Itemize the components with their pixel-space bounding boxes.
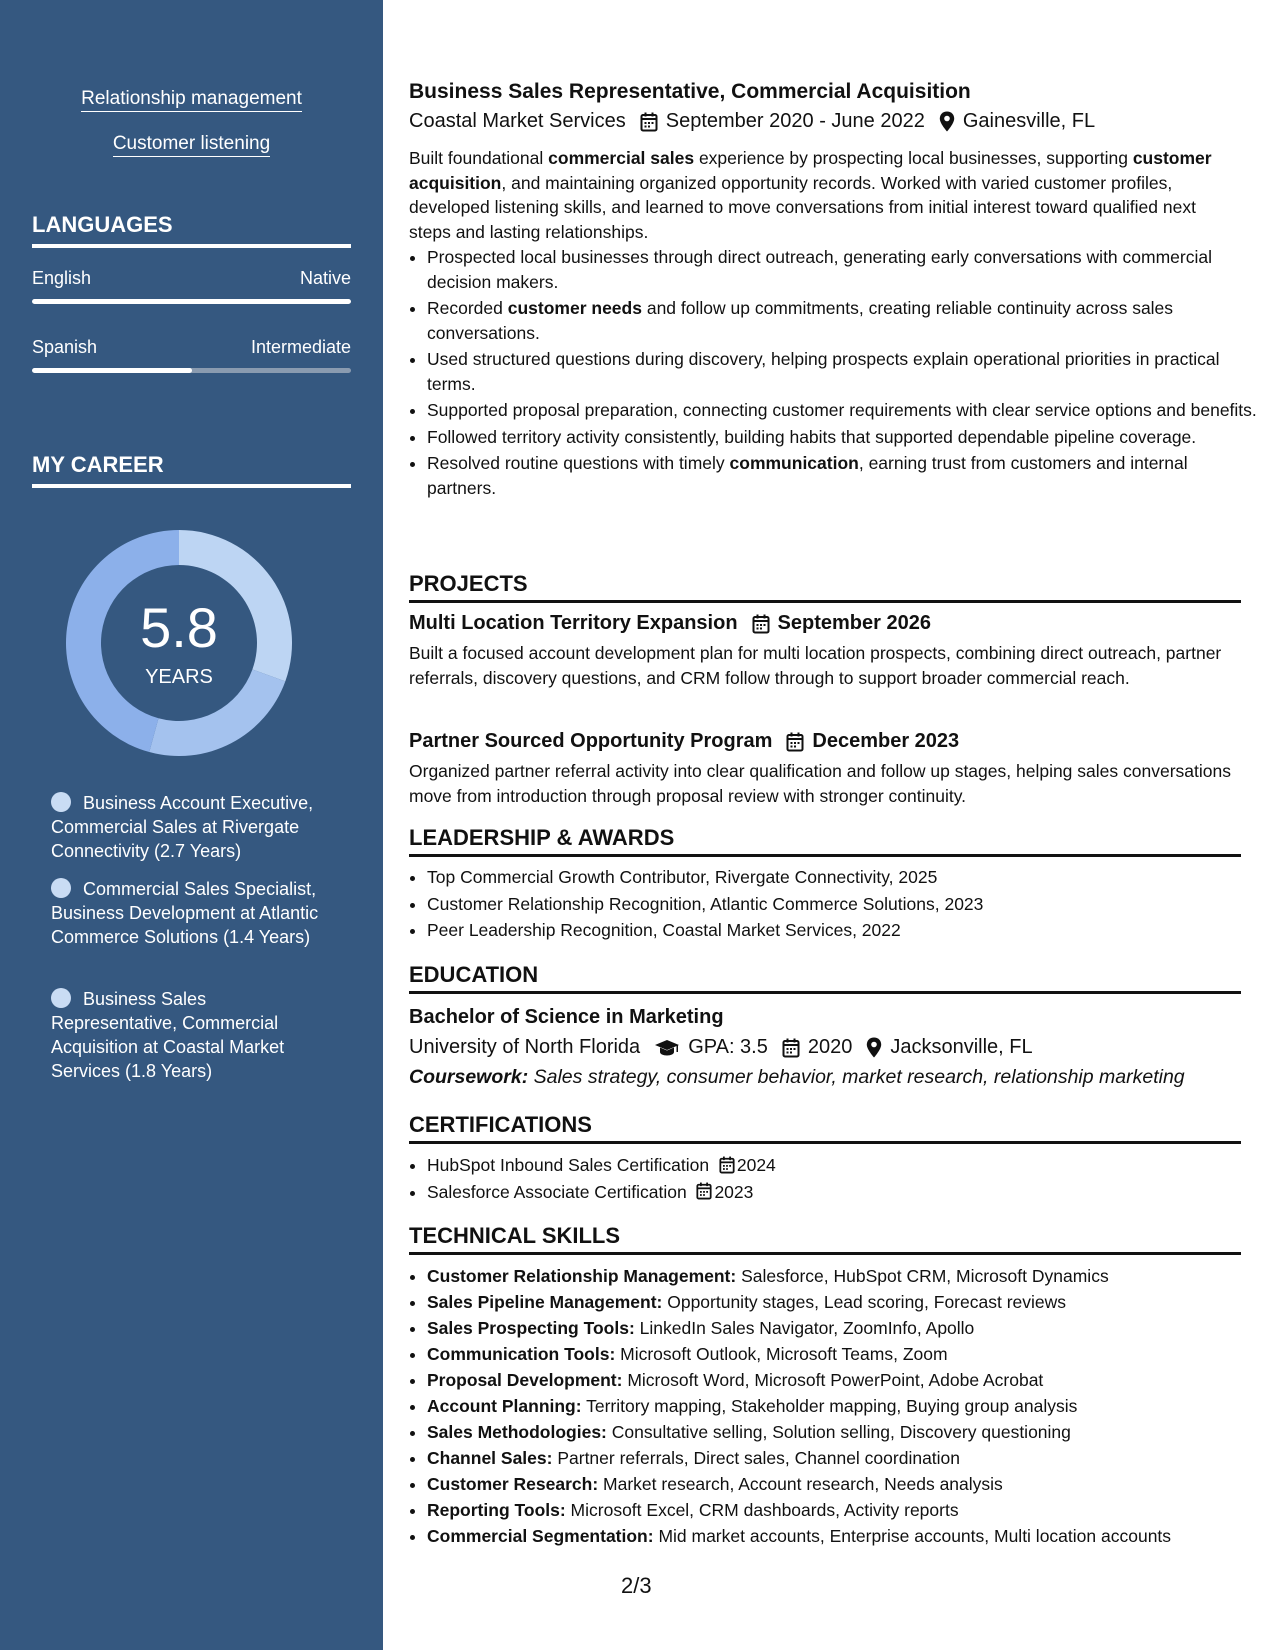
job-dates: September 2020 - June 2022 xyxy=(665,110,925,132)
calendar-icon xyxy=(719,1156,735,1174)
language-bar-fill xyxy=(32,368,192,373)
career-total-unit: YEARS xyxy=(145,666,213,688)
career-dot-icon xyxy=(51,878,71,898)
job-summary: Built foundational commercial sales experience by prospecting local businesses, supporting customer acquisition, and maintaining organized opportunity records. Worked with varied customer profiles, developed listening skills, and learned to move conversations from initial interest toward qualified next steps and lasting relationships. xyxy=(409,148,1212,242)
school-name: University of North Florida xyxy=(409,1036,641,1058)
certifications-list xyxy=(409,1153,1259,1206)
skill-item: • Customer Research: Market research, Account research, Needs analysis xyxy=(427,1472,1259,1497)
location-pin-icon xyxy=(866,1037,882,1058)
location-pin-icon xyxy=(939,111,955,132)
calendar-icon xyxy=(786,732,804,752)
calendar-icon xyxy=(782,1038,800,1058)
skill-item: • Sales Pipeline Management: Opportunity stages, Lead scoring, Forecast reviews xyxy=(427,1290,1259,1315)
skills-heading: TECHNICAL SKILLS xyxy=(409,1223,1241,1255)
language-bar-spanish xyxy=(32,368,351,373)
language-level: Native xyxy=(299,268,351,288)
list-item: • Followed territory activity consistently, building habits that supported dependable pipeline coverage. xyxy=(427,425,1259,450)
skill-item: • Customer Relationship Management: Salesforce, HubSpot CRM, Microsoft Dynamics xyxy=(427,1264,1259,1289)
career-dot-icon xyxy=(51,988,71,1008)
language-name: English xyxy=(32,268,92,288)
job-company: Coastal Market Services xyxy=(409,110,626,132)
project-description: Organized partner referral activity into clear qualification and follow up stages, helping sales conversations move from introduction through proposal review with stronger continuity. xyxy=(409,761,1231,806)
leadership-heading: LEADERSHIP & AWARDS xyxy=(409,825,1241,857)
career-item: Commercial Sales Specialist, Business Development at Atlantic Commerce Solutions (1.4 Years) xyxy=(51,879,319,947)
calendar-icon xyxy=(752,614,770,634)
career-heading: MY CAREER xyxy=(32,452,351,488)
job-bullets xyxy=(409,245,1259,502)
career-dot-icon xyxy=(51,792,71,812)
career-total-years: 5.8 xyxy=(140,596,218,659)
education-heading: EDUCATION xyxy=(409,962,1241,994)
education-meta xyxy=(409,1036,1033,1059)
list-item: • Recorded customer needs and follow up commitments, creating reliable continuity across sales conversations. xyxy=(427,296,1259,345)
calendar-icon xyxy=(640,112,658,132)
list-item: • Resolved routine questions with timely communication, earning trust from customers and internal partners. xyxy=(427,451,1259,500)
language-spanish xyxy=(32,337,351,358)
job-title: Business Sales Representative, Commercial Acquisition xyxy=(409,80,971,103)
school-location: Jacksonville, FL xyxy=(890,1036,1033,1058)
job-meta xyxy=(409,110,1095,133)
graduation-cap-icon xyxy=(654,1039,680,1057)
list-item: • Supported proposal preparation, connecting customer requirements with clear service options and benefits. xyxy=(427,398,1259,423)
language-bar-fill xyxy=(32,299,351,304)
skill-customer-listening[interactable]: Customer listening xyxy=(0,133,383,155)
page-number: 2/3 xyxy=(621,1573,652,1598)
coursework: Coursework: Sales strategy, consumer behavior, market research, relationship marketing xyxy=(409,1066,1185,1088)
project-date: December 2023 xyxy=(812,730,960,752)
skill-item: • Account Planning: Territory mapping, Stakeholder mapping, Buying group analysis xyxy=(427,1394,1259,1419)
language-level: Intermediate xyxy=(250,337,351,357)
languages-heading: LANGUAGES xyxy=(32,212,351,248)
language-bar-english xyxy=(32,299,351,304)
career-item: Business Sales Representative, Commercial Acquisition at Coastal Market Services (1.8 Years) xyxy=(51,989,285,1081)
skill-relationship-management[interactable]: Relationship management xyxy=(0,88,383,110)
list-item: • Used structured questions during discovery, helping prospects explain operational priorities in practical terms. xyxy=(427,347,1259,396)
skill-item: • Communication Tools: Microsoft Outlook, Microsoft Teams, Zoom xyxy=(427,1342,1259,1367)
job-location: Gainesville, FL xyxy=(962,110,1096,132)
skill-item: • Channel Sales: Partner referrals, Direct sales, Channel coordination xyxy=(427,1446,1259,1471)
graduation-year: 2020 xyxy=(807,1036,853,1058)
leadership-list xyxy=(409,865,1259,945)
projects-heading: PROJECTS xyxy=(409,571,1241,603)
certifications-heading: CERTIFICATIONS xyxy=(409,1112,1241,1144)
list-item: • Top Commercial Growth Contributor, Rivergate Connectivity, 2025 xyxy=(427,865,1259,890)
list-item: • Peer Leadership Recognition, Coastal Market Services, 2022 xyxy=(427,918,1259,943)
language-name: Spanish xyxy=(32,337,98,357)
skill-item: • Reporting Tools: Microsoft Excel, CRM dashboards, Activity reports xyxy=(427,1498,1259,1523)
skill-item: • Sales Methodologies: Consultative selling, Solution selling, Discovery questioning xyxy=(427,1420,1259,1445)
list-item: • Prospected local businesses through direct outreach, generating early conversations with commercial decision makers. xyxy=(427,245,1259,294)
list-item: • Salesforce Associate Certification 2023 xyxy=(427,1180,1259,1205)
project-description: Built a focused account development plan for multi location prospects, combining direct outreach, partner referrals, discovery questions, and CRM follow through to support broader commercial reach. xyxy=(409,643,1222,688)
career-item: Business Account Executive, Commercial Sales at Rivergate Connectivity (2.7 Years) xyxy=(51,793,314,861)
sidebar xyxy=(0,0,383,1650)
gpa: GPA: 3.5 xyxy=(688,1036,768,1058)
skills-list xyxy=(409,1264,1259,1550)
list-item: • Customer Relationship Recognition, Atlantic Commerce Solutions, 2023 xyxy=(427,892,1259,917)
skill-item: • Proposal Development: Microsoft Word, Microsoft PowerPoint, Adobe Acrobat xyxy=(427,1368,1259,1393)
project-title: Partner Sourced Opportunity Program December 2023 xyxy=(409,730,960,752)
project-title: Multi Location Territory Expansion September 2026 xyxy=(409,612,931,634)
skill-item: • Sales Prospecting Tools: LinkedIn Sales Navigator, ZoomInfo, Apollo xyxy=(427,1316,1259,1341)
list-item: • HubSpot Inbound Sales Certification 2024 xyxy=(427,1153,1259,1178)
language-english xyxy=(32,268,351,289)
degree-title: Bachelor of Science in Marketing xyxy=(409,1006,724,1028)
project-date: September 2026 xyxy=(777,612,931,634)
calendar-icon xyxy=(696,1182,712,1200)
skill-item: • Commercial Segmentation: Mid market accounts, Enterprise accounts, Multi location accounts xyxy=(427,1524,1259,1549)
